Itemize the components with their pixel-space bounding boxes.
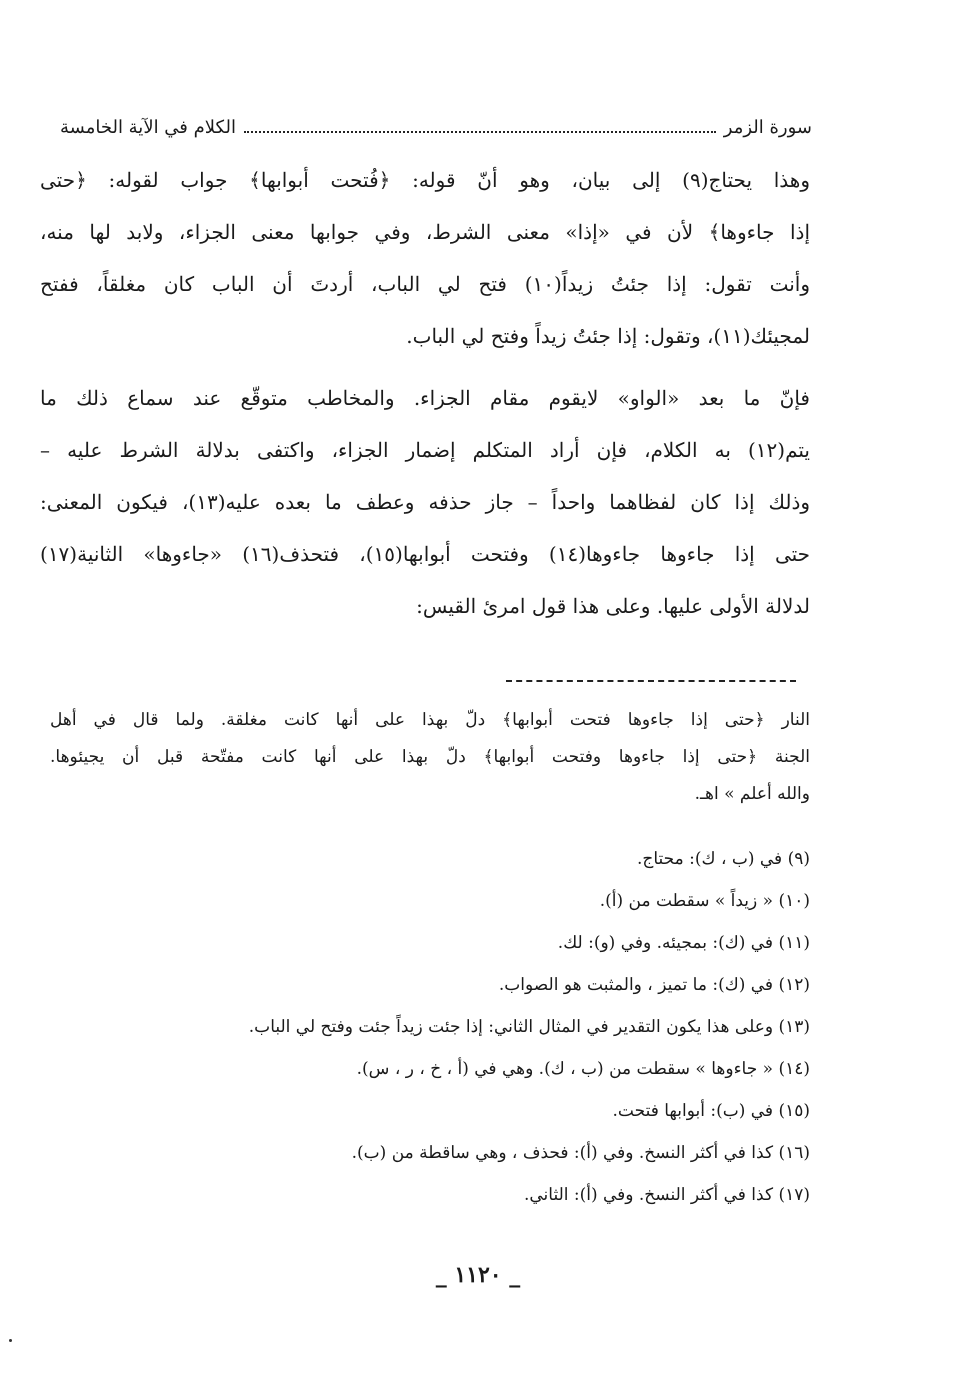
page-number: _ ١١٢٠ _ bbox=[435, 1262, 521, 1288]
header-dot-leader bbox=[244, 131, 716, 133]
paragraph-line: فإنّ ما بعد «الواو» لايقوم مقام الجزاء. والمخاطب متوقّع عند سماع ذلك ما bbox=[40, 386, 810, 410]
paragraph-line: وهذا يحتاج(٩) إلى بيان، وهو أنّ قوله: ﴿فُتحت أبوابها﴾ جواب لقوله: ﴿حتى bbox=[40, 168, 810, 192]
footnote-item: (١٣) وعلى هذا يكون التقدير في المثال الثاني: إذا جئت زيداً جئت وفتح لي الباب. bbox=[248, 1017, 810, 1037]
paragraph-line: حتى إذا جاءوها جاءوها(١٤) وفتحت أبوابها(١٥)، فتحذف(١٦) «جاءوها» الثانية(١٧) bbox=[40, 542, 810, 566]
header-surah-title: سورة الزمر bbox=[723, 117, 812, 138]
footnote-continuation bbox=[50, 702, 810, 813]
scan-speck bbox=[9, 1339, 12, 1342]
footnote-item: (١٢) في (ك): ما تميز ، والمثبت هو الصواب. bbox=[498, 975, 810, 995]
footnote-list bbox=[50, 838, 810, 1216]
footnote-item: (١٤) « جاءوها » سقطت من (ب ، ك). وهي في (أ ، خ ، ر ، س). bbox=[356, 1059, 810, 1079]
paragraph-2 bbox=[40, 372, 810, 632]
paragraph-line: وأنت تقول: إذا جئتُ زيداً(١٠) فتح لي الباب، أردتَ أن الباب كان مغلقاً، ففتح bbox=[40, 272, 810, 296]
paragraph-1 bbox=[40, 154, 810, 362]
footnote-item: (١٥) في (ب): أبوابها فتحت. bbox=[612, 1101, 810, 1121]
footnote-item: (١٦) كذا في أكثر النسخ. وفي (أ): فحذف ، وهي ساقطة من (ب). bbox=[351, 1143, 810, 1163]
running-header bbox=[60, 110, 812, 138]
paragraph-line: إذا جاءوها﴾ لأن في «إذا» معنى الشرط، وفي جوابها معنى الجزاء، ولابد لها منه، bbox=[40, 220, 810, 244]
footnote-item: (١٧) كذا في أكثر النسخ. وفي (أ): الثاني. bbox=[523, 1185, 810, 1205]
footnote-line: النار ﴿حتى إذا جاءوها فتحت أبوابها﴾ دلّ بهذا على أنها كانت مغلقة. ولما قال في أهل bbox=[50, 710, 810, 730]
paragraph-line: يتم(١٢) به الكلام، فإن أراد المتكلم إضمار الجزاء، واكتفى بدلالة الشرط عليه – bbox=[40, 438, 810, 462]
footnote-item: (٩) في (ب ، ك): محتاج. bbox=[637, 849, 810, 869]
paragraph-line: لمجيئك(١١)، وتقول: إذا جئتُ زيداً وفتح لي الباب. bbox=[406, 324, 810, 348]
footnote-line: الجنة ﴿حتى إذا جاءوها وفتحت أبوابها﴾ دلّ بهذا على أنها كانت مفتّحة قبل أن يجيئوها. bbox=[50, 747, 810, 767]
header-section-title: الكلام في الآية الخامسة bbox=[60, 117, 236, 138]
paragraph-line: وذلك إذا كان لفظاهما واحداً – جاز حذفه وعطف ما بعده عليه(١٣)، فيكون المعنى: bbox=[40, 490, 810, 514]
paragraph-line: لدلالة الأولى عليها. وعلى هذا قول امرئ القيس: bbox=[416, 594, 810, 618]
footnote-item: (١٠) « زيداً » سقطت من (أ). bbox=[599, 891, 810, 911]
footnote-line: والله أعلم » اهـ. bbox=[694, 784, 810, 804]
footnote-item: (١١) في (ك): بمجيئه. وفي (و): لك. bbox=[557, 933, 810, 953]
footnote-separator bbox=[506, 680, 796, 682]
